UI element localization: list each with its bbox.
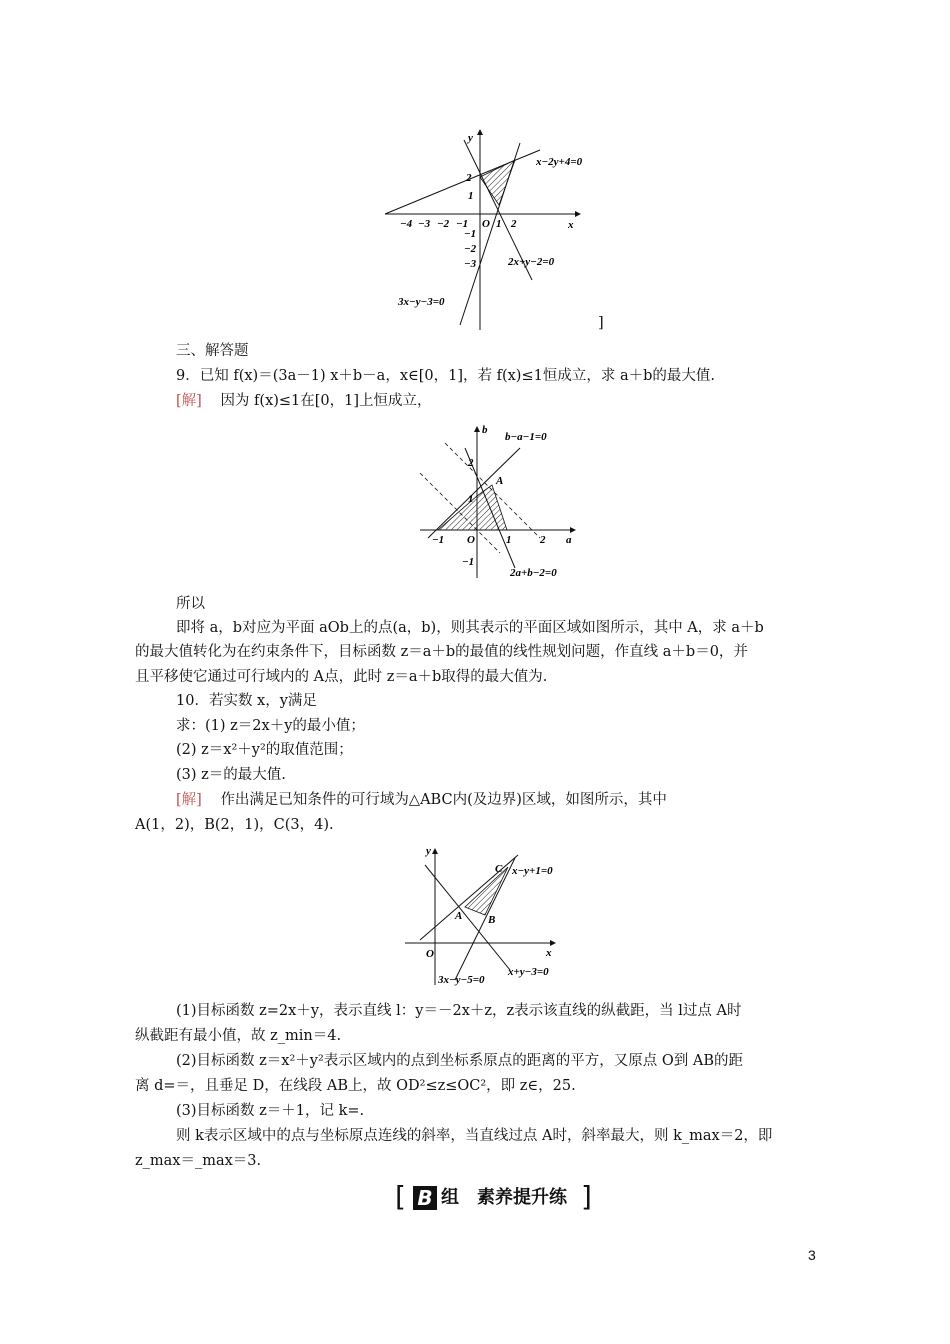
q10-ask-2: (2) z＝x²＋y²的取值范围； [176,742,353,758]
x-tick: 2 [540,534,546,546]
y-axis-label: y [468,132,473,144]
y-tick: 1 [468,190,474,202]
origin-label: O [482,218,490,230]
eq-label-3: 3x−y−3=0 [398,296,445,308]
q9-so: 所以 [176,596,205,612]
point-label: A [496,475,504,487]
origin-label: O [467,534,475,546]
feasible-region [480,160,515,205]
q9-problem: 9．已知 f(x)＝(3a－1) x＋b－a，x∈[0，1]，若 f(x)≤1恒成立，求 a＋b的最大值. [176,368,715,384]
figure-1-closing-bracket: ] [598,315,604,331]
banner-right-bracket: ] [581,1180,592,1213]
q10-answer-3-line-1: (3)目标函数 z＝＋1，记 k=. [176,1103,365,1119]
eq-label-3: 3x−y−5=0 [438,974,485,986]
solution-text: 因为 f(x)≤1在[0，1]上恒成立， [220,393,432,409]
x-axis-arrow [570,527,576,533]
q10-answer-2-line-2: 离 d=＝，且垂足 D，在线段 AB上，故 OD²≤z≤OC²，即 z∈，25. [135,1078,576,1094]
solution-text: 作出满足已知条件的可行域为△ABC内(及边界)区域，如图所示，其中 [220,792,667,808]
q9-para-1: 即将 a，b对应为平面 aOb上的点(a，b)，则其表示的平面区域如图所示，其中 A，求 a＋b [176,620,764,636]
solution-tag: [解] [176,792,202,808]
origin-label: O [426,948,434,960]
y-tick: 1 [468,493,474,505]
x-tick: 2 [511,218,517,230]
x-tick: −1 [456,218,469,230]
x-tick: −4 [400,218,413,230]
banner-title: 组 素养提升练 [441,1187,567,1208]
figure-3-graph [400,840,590,990]
q10-answer-1-line-1: (1)目标函数 z=2x＋y，表示直线 l：y＝－2x＋z，z表示该直线的纵截距，当 l过点 A时 [176,1003,742,1019]
q10-solution-line [176,790,667,810]
eq-label-1: b−a−1=0 [505,431,547,443]
q10-problem: 10．若实数 x，y满足 [176,693,317,709]
line-3x-y-5 [455,858,515,980]
x-axis-arrow [550,940,556,946]
banner-left-bracket: [ [395,1180,406,1213]
y-tick: 2 [466,172,472,184]
x-axis-label: x [568,219,574,231]
solution-tag: [解] [176,393,202,409]
eq-label-2: x+y−3=0 [508,966,549,978]
q10-answer-1-line-2: 纵截距有最小值，故 z_min＝4. [135,1028,342,1044]
line-x-2y+4 [385,150,540,214]
section-heading: 三、解答题 [176,343,249,359]
q9-solution-line [176,391,432,411]
figure-1-graph [380,125,620,335]
point-label-b: B [488,914,496,926]
q10-ask-3: (3) z＝的最大值. [176,767,286,783]
q10-answer-3-line-3: z_max＝_max＝3. [135,1153,262,1169]
q9-para-3: 且平移使它通过可行域内的 A点，此时 z＝a＋b取得的最大值为. [135,669,548,685]
y-tick: −3 [464,258,477,270]
eq-label-2: 2a+b−2=0 [510,567,557,579]
x-tick: 1 [506,534,512,546]
y-axis-arrow [474,426,480,432]
eq-label-1: x−y+1=0 [512,865,553,877]
x-axis-arrow [575,211,581,217]
x-tick: −1 [432,534,445,546]
q10-answer-2-line-1: (2)目标函数 z＝x²＋y²表示区域内的点到坐标系原点的距离的平方，又原点 O到 AB的距 [176,1053,744,1069]
x-axis-label: x [546,947,552,959]
x-axis-label: a [566,534,572,546]
q10-ask-1: 求：(1) z＝2x＋y的最小值； [176,718,365,734]
section-banner [395,1180,595,1216]
q10-answer-3-line-2: 则 k表示区域中的点与坐标原点连线的斜率，当直线过点 A时，斜率最大，则 k_max＝2，即 [176,1128,773,1144]
point-label-c: C [495,863,503,875]
point-label-a: A [455,910,463,922]
page-number: 3 [808,1247,816,1263]
y-tick: −2 [464,243,477,255]
q9-para-2: 的最大值转化为在约束条件下，目标函数 z＝a＋b的最值的线性规划问题，作直线 a＋b＝0，并 [135,644,748,660]
x-tick: −3 [418,218,431,230]
x-tick: 1 [496,218,502,230]
figure-2-graph [410,418,595,588]
banner-badge: B [413,1186,437,1210]
eq-label-2: 2x+y−2=0 [508,256,555,268]
x-tick: −2 [437,218,450,230]
y-tick: −1 [462,556,475,568]
y-axis-label: y [426,845,431,857]
y-axis-arrow [477,129,483,135]
eq-label-1: x−2y+4=0 [536,156,583,168]
y-tick: 2 [468,457,474,469]
q10-solution-points: A(1，2)，B(2，1)，C(3，4). [135,817,334,833]
y-axis-arrow [432,848,438,854]
y-tick: −1 [464,228,477,240]
y-axis-label: b [482,424,488,436]
